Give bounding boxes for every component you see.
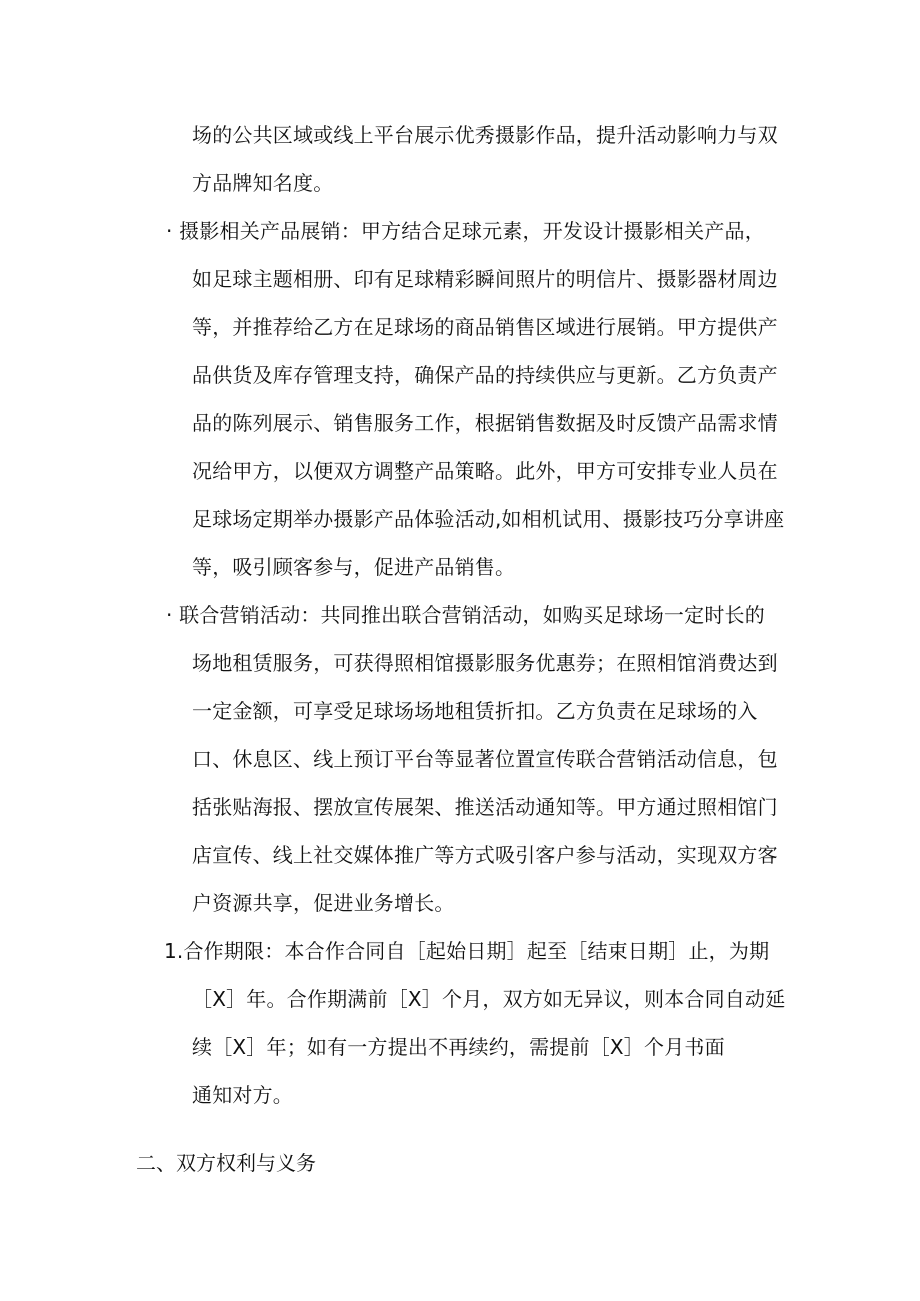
paragraph-line: 足球场定期举办摄影产品体验活动,如相机试用、摄影技巧分享讲座 <box>192 507 785 531</box>
paragraph-line: 户资源共享，促进业务增长。 <box>192 891 455 915</box>
paragraph-line: 等，并推荐给乙方在足球场的商品销售区域进行展销。甲方提供产 <box>192 315 778 339</box>
paragraph-line: 店宣传、线上社交媒体推广等方式吸引客户参与活动，实现双方客 <box>192 843 778 867</box>
paragraph-line: 场地租赁服务，可获得照相馆摄影服务优惠券；在照相馆消费达到 <box>192 651 778 675</box>
paragraph-line: 如足球主题相册、印有足球精彩瞬间照片的明信片、摄影器材周边 <box>192 267 778 291</box>
paragraph-line: 续［X］年；如有一方提出不再续约，需提前［X］个月书面 <box>192 1035 725 1059</box>
paragraph-line: 场的公共区域或线上平台展示优秀摄影作品，提升活动影响力与双 <box>192 123 778 147</box>
paragraph-line: 通知对方。 <box>192 1083 293 1107</box>
numbered-line: 1.合作期限：本合作合同自［起始日期］起至［结束日期］止，为期 <box>164 939 770 963</box>
paragraph-line: 口、休息区、线上预订平台等显著位置宣传联合营销活动信息，包 <box>192 747 778 771</box>
paragraph-line: 一定金额，可享受足球场场地租赁折扣。乙方负责在足球场的入 <box>192 699 758 723</box>
paragraph-line: 方品牌知名度。 <box>192 171 334 195</box>
bullet-line: · 联合营销活动：共同推出联合营销活动，如购买足球场一定时长的 <box>166 603 765 627</box>
paragraph-line: 品的陈列展示、销售服务工作，根据销售数据及时反馈产品需求情 <box>192 411 778 435</box>
paragraph-line: ［X］年。合作期满前［X］个月，双方如无异议，则本合同自动延 <box>192 987 786 1011</box>
bullet-line: · 摄影相关产品展销：甲方结合足球元素，开发设计摄影相关产品， <box>166 219 765 243</box>
paragraph-line: 况给甲方，以便双方调整产品策略。此外，甲方可安排专业人员在 <box>192 459 778 483</box>
paragraph-line: 品供货及库存管理支持，确保产品的持续供应与更新。乙方负责产 <box>192 363 778 387</box>
paragraph-line: 等，吸引顾客参与，促进产品销售。 <box>192 555 516 579</box>
section-heading: 二、双方权利与义务 <box>136 1151 316 1175</box>
paragraph-line: 括张贴海报、摆放宣传展架、推送活动通知等。甲方通过照相馆门 <box>192 795 778 819</box>
